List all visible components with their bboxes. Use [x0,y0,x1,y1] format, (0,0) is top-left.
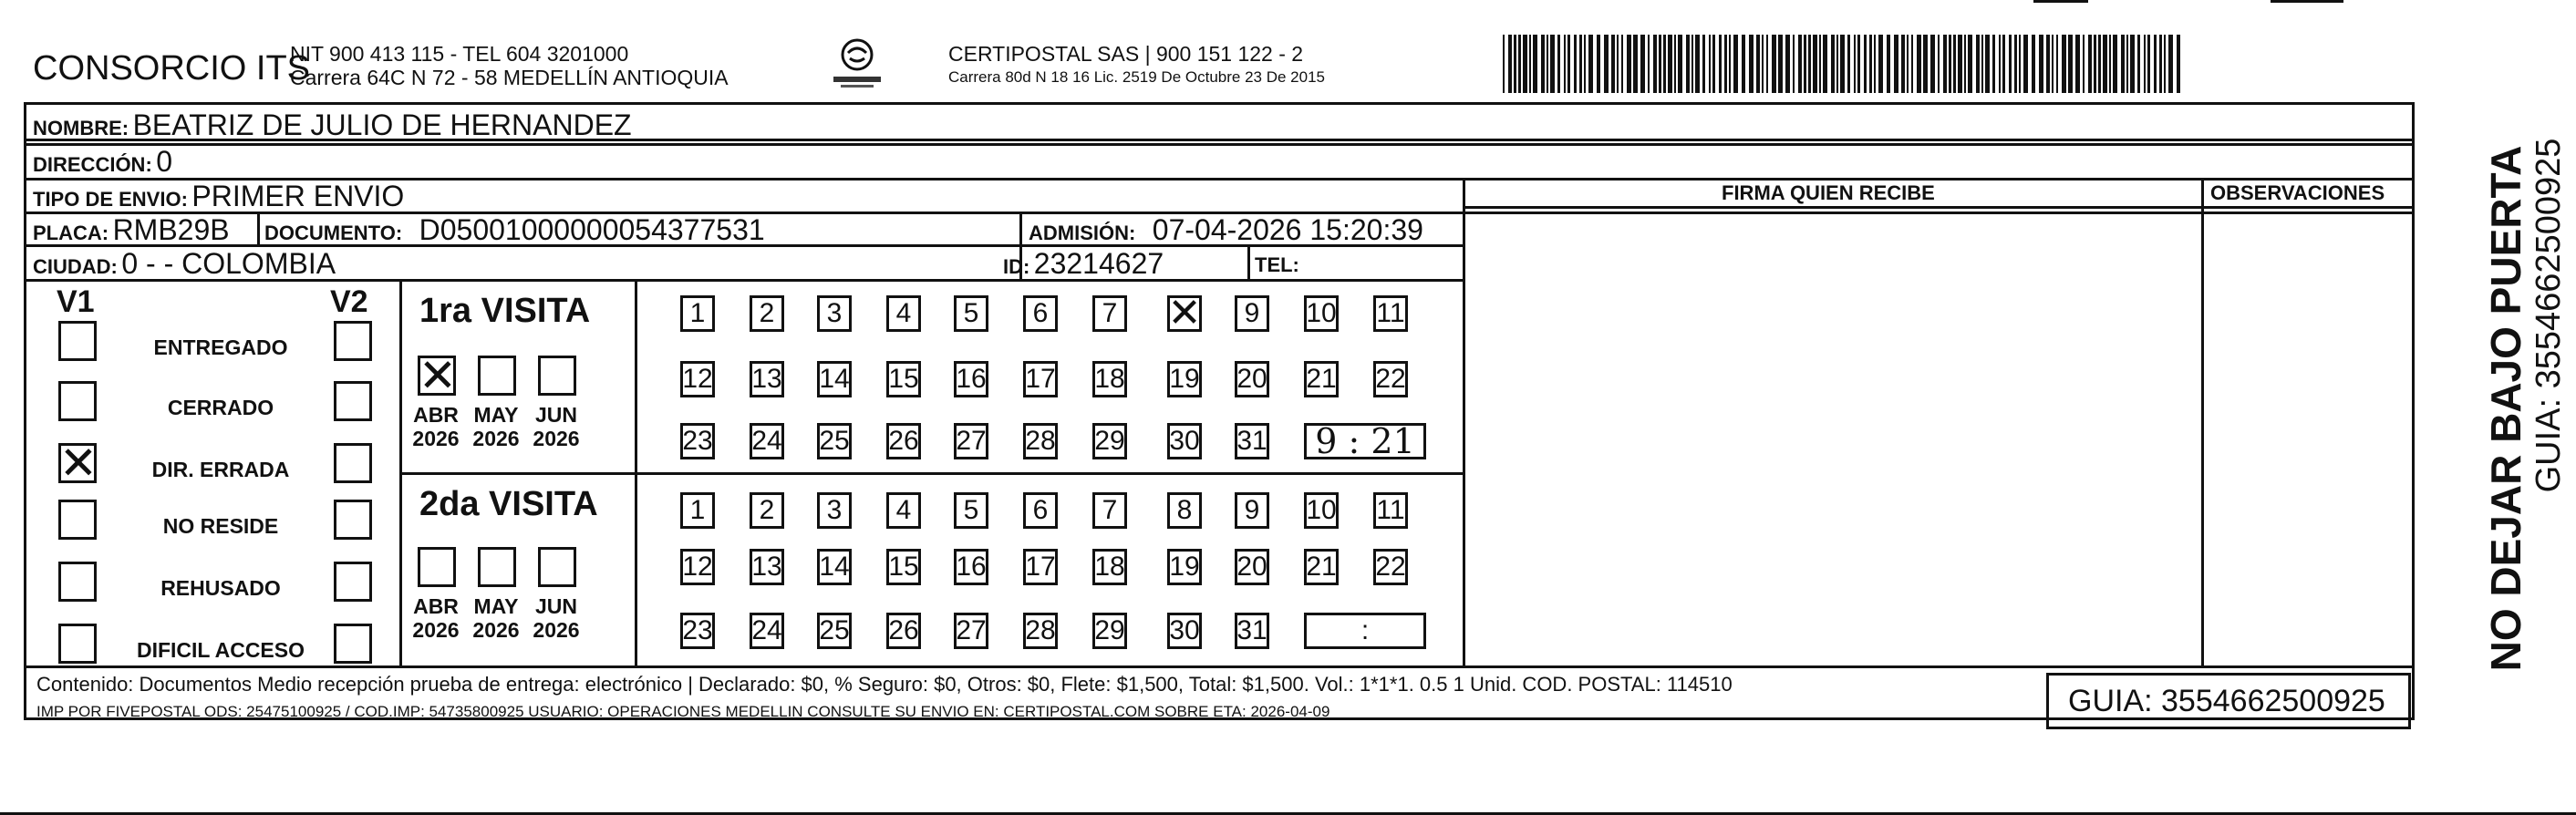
type-value: PRIMER ENVIO [191,180,405,212]
v1-checkbox[interactable] [58,381,97,421]
second-visit-day[interactable]: 1 [680,492,715,529]
company-nit: NIT 900 413 115 - TEL 604 3201000 [290,42,629,66]
status-label: NO RESIDE [162,514,279,538]
col-divider [257,211,260,244]
second-visit-day[interactable]: 19 [1167,549,1202,585]
v2-checkbox[interactable] [334,321,372,361]
first-visit-day[interactable]: 11 [1373,295,1408,332]
first-visit-day[interactable]: 9 [1235,295,1269,332]
second-visit-day[interactable]: 30 [1167,613,1202,649]
first-visit-day[interactable]: 1 [680,295,715,332]
first-visit-day[interactable]: 4 [886,295,921,332]
second-visit-day[interactable]: 5 [954,492,988,529]
visit-divider [399,472,1463,475]
col-divider [1247,244,1250,279]
second-visit-day[interactable]: 26 [886,613,921,649]
first-visit-day[interactable]: 16 [954,361,988,397]
second-visit-day[interactable]: 7 [1092,492,1127,529]
city-label: CIUDAD: 0 - - COLOMBIA [33,247,336,280]
plate-label: PLACA: RMB29B [33,213,230,246]
second-visit-day[interactable]: 3 [817,492,852,529]
second-visit-day[interactable]: 6 [1023,492,1058,529]
v2-checkbox[interactable] [334,381,372,421]
sign-header: FIRMA QUIEN RECIBE [1722,181,1935,204]
v2-checkbox[interactable] [334,562,372,602]
id-label: ID: 23214627 [1003,247,1164,280]
first-visit-time[interactable]: 9 : 21 [1304,423,1426,459]
first-month-checkbox[interactable] [418,349,457,402]
v1-checkbox[interactable] [58,562,97,602]
address-label: DIRECCIÓN: 0 [33,145,173,178]
second-visit-day[interactable]: 18 [1092,549,1127,585]
v2-checkbox[interactable] [334,500,372,540]
first-visit-day[interactable]: 6 [1023,295,1058,332]
first-visit-day[interactable]: 27 [954,423,988,459]
certipostal-logo [828,36,886,91]
first-visit-day[interactable]: 18 [1092,361,1127,397]
first-visit-day[interactable]: 10 [1304,295,1339,332]
first-month-checkbox[interactable] [478,356,516,396]
footer-meta: IMP POR FIVEPOSTAL ODS: 25475100925 / COD.IMP: 54735800925 USUARIO: OPERACIONES MEDELLIN CONSULTE SU ENVIO EN: CERTIPOSTAL.COM SOBRE ETA: 2026-04-09 [36,703,1330,720]
document-value: D05001000000054377531 [419,213,765,246]
first-visit-day[interactable] [1167,290,1202,336]
carrier-name: CERTIPOSTAL SAS | 900 151 122 - 2 [948,42,1304,66]
row-divider [1463,206,2415,209]
second-month-checkbox[interactable] [538,547,576,587]
status-label: DIR. ERRADA [151,458,290,481]
name-label: NOMBRE: BEATRIZ DE JULIO DE HERNANDEZ [33,108,632,141]
check-mark-icon: ✕ [59,437,98,490]
second-visit-day[interactable]: 12 [680,549,715,585]
second-visit-day[interactable]: 13 [750,549,784,585]
first-visit-day[interactable]: 7 [1092,295,1127,332]
v1-label: V1 [57,284,95,319]
second-visit-day[interactable]: 16 [954,549,988,585]
first-visit-day[interactable]: 31 [1235,423,1269,459]
v2-checkbox[interactable] [334,624,372,664]
col-divider [2201,178,2204,665]
first-visit-day[interactable]: 30 [1167,423,1202,459]
second-visit-day[interactable]: 31 [1235,613,1269,649]
barcode [1503,35,2182,93]
first-visit-day[interactable]: 5 [954,295,988,332]
type-label: TIPO DE ENVIO: PRIMER ENVIO [33,180,405,212]
first-visit-day[interactable]: 26 [886,423,921,459]
second-visit-time[interactable]: : [1304,613,1426,649]
first-visit-day[interactable]: 20 [1235,361,1269,397]
id-value: 23214627 [1033,247,1164,280]
first-visit-day[interactable]: 13 [750,361,784,397]
month-label: MAY 2026 [472,403,520,451]
second-visit-day[interactable]: 28 [1023,613,1058,649]
top-rule [2271,0,2343,3]
status-label: CERRADO [167,396,274,419]
first-visit-day[interactable]: 15 [886,361,921,397]
first-month-checkbox[interactable] [538,356,576,396]
second-visit-day[interactable]: 27 [954,613,988,649]
first-visit-day[interactable]: 17 [1023,361,1058,397]
company-name: CONSORCIO ITS [33,49,311,88]
first-visit-title: 1ra VISITA [419,292,591,330]
document-label: DOCUMENTO: D05001000000054377531 [264,213,765,246]
second-visit-day[interactable]: 15 [886,549,921,585]
row-divider [24,665,2415,668]
second-visit-day[interactable]: 22 [1373,549,1408,585]
second-month-checkbox[interactable] [418,547,456,587]
second-visit-day[interactable]: 25 [817,613,852,649]
first-visit-day[interactable]: 22 [1373,361,1408,397]
second-visit-day[interactable]: 8 [1167,492,1202,529]
plate-value: RMB29B [112,213,230,246]
v1-checkbox[interactable] [58,321,97,361]
first-visit-day[interactable]: 23 [680,423,715,459]
second-visit-day[interactable]: 29 [1092,613,1127,649]
guide-number: GUIA: 3554662500925 [2068,684,2385,718]
second-visit-day[interactable]: 17 [1023,549,1058,585]
status-label: DIFICIL ACCESO [136,638,305,662]
second-visit-title: 2da VISITA [419,485,598,523]
status-label: ENTREGADO [153,335,288,359]
second-month-checkbox[interactable] [478,547,516,587]
side-warning: NO DEJAR BAJO PUERTA [2482,145,2529,672]
second-visit-day[interactable]: 4 [886,492,921,529]
v2-checkbox[interactable] [334,443,372,483]
first-visit-day[interactable]: 3 [817,295,852,332]
top-rule [2033,0,2088,3]
name-value: BEATRIZ DE JULIO DE HERNANDEZ [132,108,632,141]
observations-header: OBSERVACIONES [2210,181,2385,204]
second-visit-day[interactable]: 21 [1304,549,1339,585]
admission-value: 07-04-2026 15:20:39 [1152,213,1423,246]
carrier-address: Carrera 80d N 18 16 Lic. 2519 De Octubre 23 De 2015 [948,68,1325,86]
side-guide: GUIA: 3554662500925 [2529,138,2568,493]
address-value: 0 [156,145,173,178]
v1-checkbox[interactable] [58,500,97,540]
second-visit-day[interactable]: 11 [1373,492,1408,529]
row-divider [24,143,2415,146]
v2-label: V2 [330,284,368,319]
admission-label: ADMISIÓN: 07-04-2026 15:20:39 [1029,213,1423,246]
check-mark-icon: ✕ [1167,290,1202,336]
month-label: JUN 2026 [533,403,580,451]
first-visit-day[interactable]: 24 [750,423,784,459]
v1-checkbox[interactable] [58,624,97,664]
first-visit-day[interactable]: 28 [1023,423,1058,459]
second-visit-day[interactable]: 9 [1235,492,1269,529]
check-mark-icon: ✕ [419,349,457,402]
month-label: JUN 2026 [533,594,580,643]
first-visit-day[interactable]: 19 [1167,361,1202,397]
first-visit-day[interactable]: 12 [680,361,715,397]
v1-checkbox[interactable] [58,437,98,490]
second-visit-day[interactable]: 14 [817,549,852,585]
month-label: ABR 2026 [412,403,460,451]
second-visit-day[interactable]: 20 [1235,549,1269,585]
status-label: REHUSADO [160,576,281,600]
first-visit-day[interactable]: 25 [817,423,852,459]
first-visit-day[interactable]: 2 [750,295,784,332]
first-visit-day[interactable]: 14 [817,361,852,397]
company-address: Carrera 64C N 72 - 58 MEDELLÍN ANTIOQUIA [290,66,729,89]
first-visit-day[interactable]: 29 [1092,423,1127,459]
second-visit-day[interactable]: 2 [750,492,784,529]
month-label: ABR 2026 [412,594,460,643]
first-visit-day[interactable]: 21 [1304,361,1339,397]
second-visit-day[interactable]: 23 [680,613,715,649]
col-divider [1463,178,1465,665]
city-value: 0 - - COLOMBIA [121,247,336,280]
footer-content: Contenido: Documentos Medio recepción prueba de entrega: electrónico | Declarado: $0, % Seguro: $0, Otros: $0, Flete: $1,500, Total: $1,500. Vol.: 1*1*1. 0.5 1 Unid. COD. POSTAL: 114510 [36,673,1733,696]
month-label: MAY 2026 [472,594,520,643]
tel-label: TEL: [1255,253,1299,276]
second-visit-day[interactable]: 24 [750,613,784,649]
second-visit-day[interactable]: 10 [1304,492,1339,529]
